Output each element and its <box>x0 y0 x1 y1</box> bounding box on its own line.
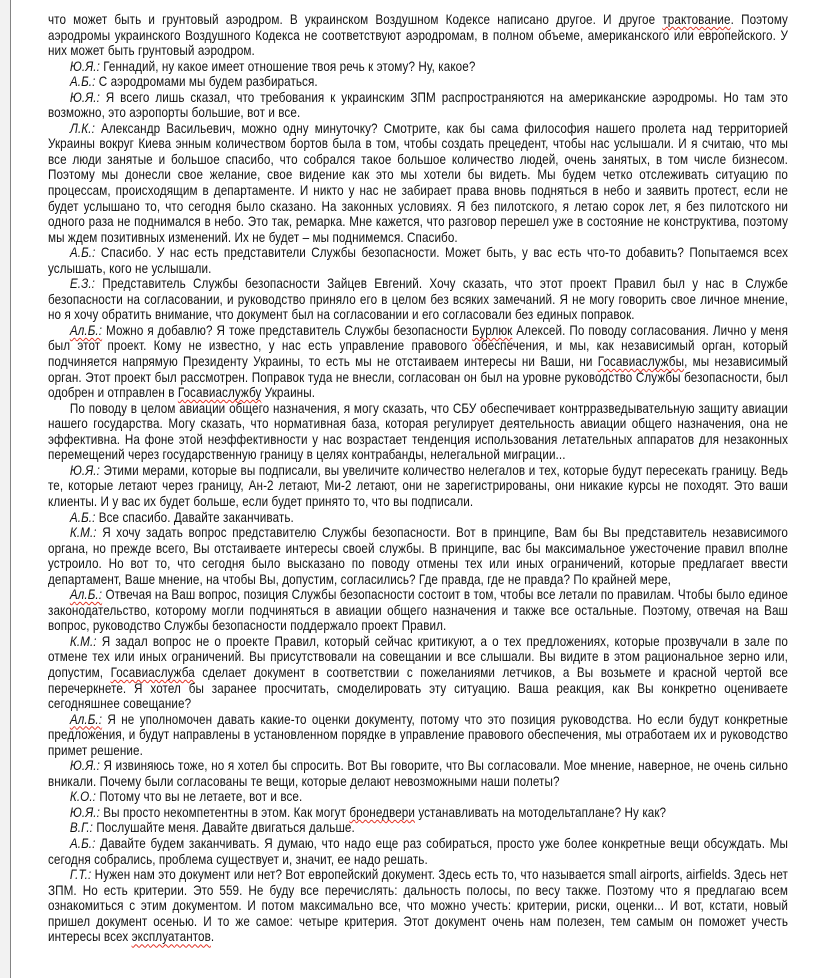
speaker-label: Ю.Я.: <box>69 461 100 478</box>
paragraph <box>48 121 788 245</box>
paragraph <box>48 59 788 75</box>
misspelled-word: эксплуатантов <box>131 928 211 945</box>
text-run: устанавливать на мотодельтаплане? Ну как? <box>415 803 667 820</box>
text-run: Украины. <box>261 384 316 401</box>
misspelled-word: Бурлюк <box>471 321 513 338</box>
text-run: , мы независимый орган. Этот проект был рассмотрен. Поправок туда не внесли, согласован он был на уровне руководство Службы безопасности, был одобрен и отправлен в <box>48 353 788 401</box>
misspelled-word: Госавиаслужбы <box>597 353 685 370</box>
speaker-label: А.Б.: <box>69 508 96 525</box>
speaker-label: Ал.Б.: <box>69 321 103 338</box>
speaker-label: Л.К.: <box>69 119 95 136</box>
speaker-label: К.М.: <box>69 632 97 649</box>
paragraph <box>48 323 788 401</box>
paragraph <box>48 805 788 821</box>
text-run: Можно я добавлю? Я тоже представитель Службы безопасности <box>102 321 472 338</box>
paragraph <box>48 836 788 867</box>
text-run: Этими мерами, которые вы подписали, вы увеличите количество нелегалов и тех, которые будут пересекать границу. Ведь те, которые летают через границу, Ан-2 летают, Ми-2 летают, они не зарегистрированы, они никакие курсы не походят. Это ваши клиенты. И у вас их будет больше, если будет принято то, что вы подписали. <box>48 461 788 509</box>
text-run: . <box>210 928 215 945</box>
speaker-label: Ю.Я.: <box>69 757 100 774</box>
paragraph <box>48 587 788 634</box>
text-run: По поводу в целом авиации общего назначения, я могу сказать, что СБУ обеспечивает контрразведывательную защиту авиации нашего государства. Могу сказать, что нормативная база, которая регулирует деятельность авиации общего назначения, она не эффективна. На фоне этой неэффективности у нас возрастает тенденция использования летательных аппаратов для незаконных перемещений через государственную границу в целях контрабанды, нелегальной миграции... <box>48 399 788 463</box>
text-run: Я хочу задать вопрос представителю Службы безопасности. Вот в принципе, Вам бы Вы представитель независимого органа, но прежде всего, Вы отстаиваете интересы своей службы. В принципе, вас бы максимальное ужесточение правил вполне устроило. Но вот то, что сегодня было высказано по поводу отмены тех или иных ограничений, которые предлагает ввести департамент, Ваше мнение, на чтобы Вы, допустим, согласились? Где правда, где не правда? По крайней мере, <box>48 524 788 587</box>
text-run: Потому что вы не летаете, вот и все. <box>95 788 303 805</box>
text-run: Отвечая на Ваш вопрос, позиция Службы безопасности состоит в том, чтобы все летали по правилам. Чтобы было единое законодательство, которому могли подчиняться в авиации общего назначения и также все остальные. Поэтому, отвечая на Ваш вопрос, руководство Службы безопасности поддержало проект Правил. <box>48 586 788 634</box>
paragraph <box>48 789 788 805</box>
speaker-label: Ю.Я.: <box>69 88 100 105</box>
misspelled-word: Госавиаслужбу <box>177 384 262 401</box>
text-run: Спасибо. У нас есть представители Службы безопасности. Может быть, у вас есть что-то добавить? Попытаемся всех услышать, кого не услышали. <box>48 244 788 276</box>
text-run: . Поэтому аэродромы украинского Воздушного Кодекса не соответствуют аэродромам, в полном объеме, американского или европейского. У них может быть грунтовый аэродром. <box>48 11 788 59</box>
paragraph <box>48 634 788 712</box>
text-run: Давайте будем заканчивать. Я думаю, что надо еще раз собираться, просто уже более конкретные вещи обсуждать. Мы сегодня собрались, проблема существует и, значит, ее надо решать. <box>48 834 788 867</box>
speaker-label: К.О.: <box>69 788 96 805</box>
misspelled-word: Госавиаслужба <box>110 663 195 680</box>
paragraph <box>48 463 788 510</box>
page-left-margin-line <box>0 0 11 978</box>
text-run: сделает документ в соответствии с пожеланиями летчиков, а Вы возьмете и красной чертой все перечеркнете. Я хотел бы заранее просчитать, смоделировать эту ситуацию. Ваша реакция, как Вы конкретно оцениваете сегодняшнее совещание? <box>48 663 788 712</box>
paragraph <box>48 712 788 759</box>
speaker-label: Ал.Б.: <box>69 586 103 603</box>
text-run: Послушайте меня. Давайте двигаться дальше. <box>93 819 355 836</box>
text-run: Представитель Службы безопасности Зайцев Евгений. Хочу сказать, что этот проект Правил был у нас в Службе безопасности на согласовании, и руководство приняло его в целом без всяких замечаний. Я не могу говорить свое личное мнение, но я хочу обратить внимание, что документ был на согласовании и его согласовали без единых поправок. <box>48 275 788 323</box>
text-run: Геннадий, ну какое имеет отношение твоя речь к этому? Ну, какое? <box>99 57 476 74</box>
text-run: С аэродромами мы будем разбираться. <box>95 73 318 90</box>
speaker-label: К.М.: <box>69 524 97 541</box>
paragraph <box>48 12 788 59</box>
speaker-label: А.Б.: <box>69 244 96 261</box>
transcript-body <box>48 12 788 945</box>
text-run: Я извиняюсь тоже, но я хотел бы спросить. Вот Вы говорите, что Вы согласовали. Мое мнение, наверное, не очень сильно вникали. Почему были согласованы те вещи, которые делают невозможными наши полеты? <box>48 757 788 789</box>
transcript-content <box>48 12 788 945</box>
text-run: Я не уполномочен давать какие-то оценки документу, потому что это позиция руководства. Но если будут конкретные предложения, и будут направлены в установленном порядке в управление правового обеспечения, мы отработаем их и руководство примет решение. <box>48 710 788 758</box>
speaker-label: А.Б.: <box>69 834 96 851</box>
paragraph <box>48 276 788 323</box>
text-run: Вы просто некомпетентны в этом. Как могут <box>99 803 350 820</box>
misspelled-word: трактование <box>662 11 731 27</box>
paragraph <box>48 510 788 526</box>
speaker-label: Е.З.: <box>69 275 95 292</box>
speaker-label: Ал.Б.: <box>69 710 103 727</box>
paragraph <box>48 245 788 276</box>
paragraph <box>48 74 788 90</box>
speaker-label: А.Б.: <box>69 73 96 90</box>
text-run: Александр Васильевич, можно одну минуточку? Смотрите, как бы сама философия нашего пролета над территорией Украины вокруг Киева энным количеством бортов была в том, чтобы создать прецедент, чтобы нас услышали. И я считаю, что мы все люди занятые и большое спасибо, что собрался такое большое количество людей, очень занятых, в том числе бизнесом. Поэтому мы донесли свое желание, свое видение как это мы хотели бы видеть. Мы будем четко отслеживать ситуацию по процессам, происходящим в департаменте. И никто у нас не забирает права вновь подняться в небо и заявить протест, если не будет услышано то, что сегодня было сказано. На законных условиях. Я без пилотского, я летаю сорок лет, я без пилотского ни одного раза не поднимался в небо. Это так, ремарка. Мне кажется, что разговор перешел уже в состояние не конструктива, поэтому мы ждем позитивных изменений. Их не будет – мы поднимемся. Спасибо. <box>48 119 788 245</box>
speaker-label: Ю.Я.: <box>69 57 100 74</box>
paragraph <box>48 525 788 587</box>
paragraph <box>48 867 788 945</box>
speaker-label: Ю.Я.: <box>69 803 100 820</box>
paragraph <box>48 401 788 463</box>
text-run: Все спасибо. Давайте заканчивать. <box>95 508 294 525</box>
speaker-label: Г.Т.: <box>69 866 92 883</box>
text-run: Нужен нам это документ или нет? Вот европейский документ. Здесь есть то, что называется small airports, airfields. Здесь нет ЗПМ. Но есть критерии. Это 559. Не буду все перечислять: дальность полосы, по весу также. Поэтому что я предлагаю всем ознакомиться с этим документом. И потом максимально все, что можно учесть: критерии, риски, оценки... И вот, кстати, новый пришел документ осенью. И то же самое: четыре критерия. Этот документ очень нам полезен, тем самым он поможет учесть интересы всех <box>48 866 788 945</box>
speaker-label: В.Г.: <box>69 819 94 836</box>
text-run: Я задал вопрос не о проекте Правил, который сейчас критикуют, а о тех предложениях, которые прозвучали в зале по отмене тех или иных ограничений. Вы присутствовали на совещании и все слышали. Вы видите в этом рациональное зерно или, допустим, <box>48 632 788 680</box>
text-run: что может быть и грунтовый аэродром. В украинском Воздушном Кодексе написано другое. И другое <box>48 11 663 27</box>
paragraph <box>48 820 788 836</box>
paragraph <box>48 758 788 789</box>
text-run: Я всего лишь сказал, что требования к украинским ЗПМ распространяются на американские аэродромы. Но там это возможно, это аэропорты большие, вот и все. <box>48 88 788 121</box>
text-run: Алексей. По поводу согласования. Лично у меня был этот проект. Кому не известно, у нас есть управление правового обеспечения, и мы, как независимый орган, который подчиняется напрямую Президенту Украины, то есть мы не отстаиваем интересы ни Ваши, ни <box>48 321 788 370</box>
misspelled-word: бронедвери <box>349 803 416 820</box>
paragraph <box>48 90 788 121</box>
